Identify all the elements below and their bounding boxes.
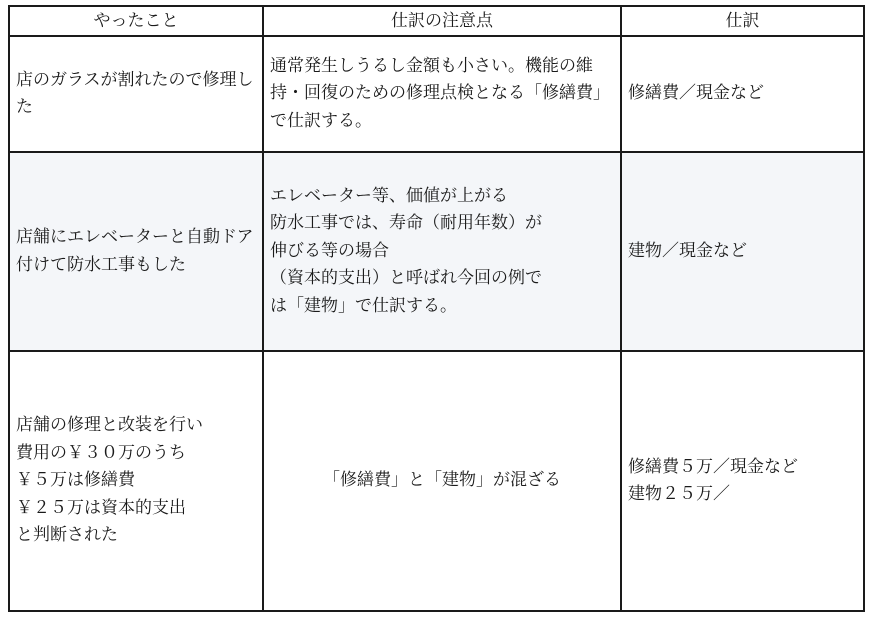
table-row (9, 152, 864, 351)
entry-cell (621, 351, 864, 611)
action-line: ￥５万は修繕費 (16, 470, 135, 491)
table-row (9, 36, 864, 152)
header-entry: 仕訳 (621, 6, 864, 36)
action-cell: 店のガラスが割れたので修理した (9, 36, 263, 152)
note-cell: 通常発生しうるし金額も小さい。機能の維持・回復のための修理点検となる「修繕費」で仕訳する。 (263, 36, 621, 152)
note-line: 防水工事では、寿命（耐用年数）が (270, 213, 542, 234)
note-cell: 「修繕費」と「建物」が混ざる (263, 351, 621, 611)
header-note: 仕訳の注意点 (263, 6, 621, 36)
action-cell (9, 351, 263, 611)
action-line: と判断された (16, 525, 118, 546)
header-row (9, 6, 864, 36)
action-line: ￥２５万は資本的支出 (16, 497, 186, 518)
entry-line: 修繕費／現金など (628, 83, 764, 104)
action-line: 店舗の修理と改装を行い (16, 415, 203, 436)
note-line: エレベーター等、価値が上がる (270, 185, 508, 206)
entry-line: 建物／現金など (628, 240, 747, 261)
entry-line: 建物２５万／ (628, 484, 730, 504)
table-row (9, 351, 864, 611)
action-cell: 店舗にエレベーターと自動ドア付けて防水工事もした (9, 152, 263, 351)
entry-line: 修繕費５万／現金など (628, 456, 798, 477)
journal-table (8, 5, 865, 612)
note-cell (263, 152, 621, 351)
note-line: 伸びる等の場合 (270, 240, 389, 261)
header-action: やったこと (9, 6, 263, 36)
entry-cell (621, 36, 864, 152)
entry-cell (621, 152, 864, 351)
note-line: （資本的支出）と呼ばれ今回の例で (270, 268, 542, 289)
action-line: 費用の￥３０万のうち (16, 442, 186, 463)
note-line: は「建物」で仕訳する。 (270, 295, 457, 316)
